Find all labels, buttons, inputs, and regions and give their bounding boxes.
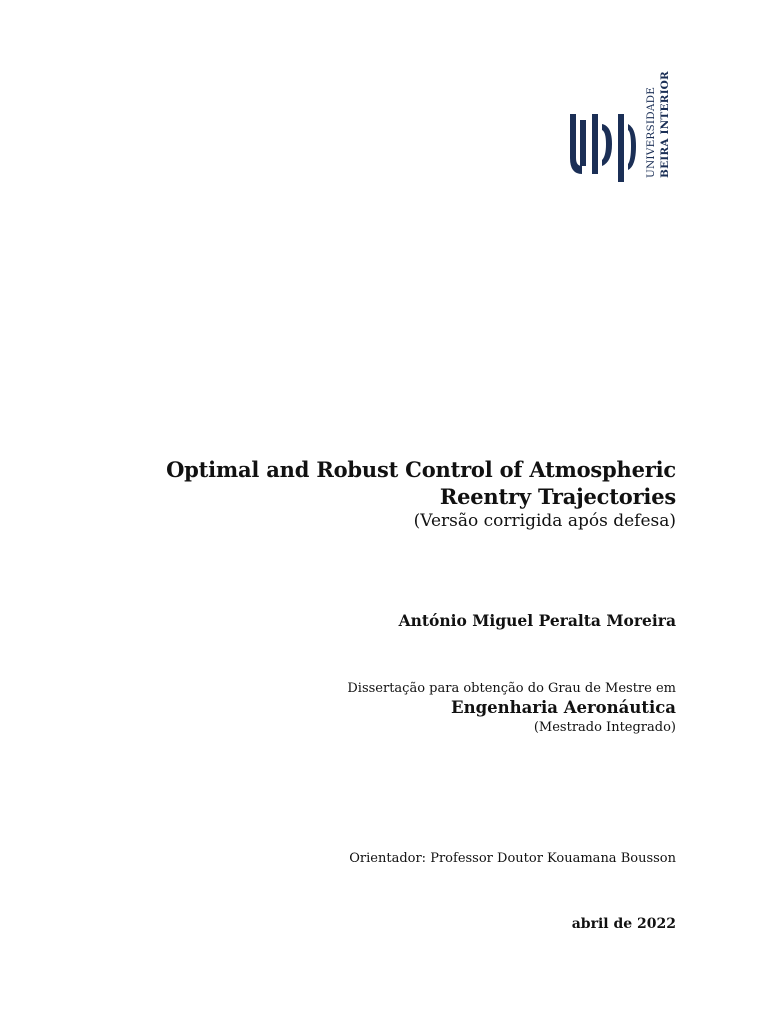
degree-name: Engenharia Aeronáutica [451,698,676,717]
advisor [349,851,676,866]
advisor-label: Orientador: [349,851,427,866]
dissertation-purpose: Dissertação para obtenção do Grau de Mestre em [347,681,676,696]
thesis-title-line1: Optimal and Robust Control of Atmospheric [166,457,676,482]
ubi-logo-mark-icon [566,114,646,182]
program-type: (Mestrado Integrado) [533,720,676,735]
thesis-title [166,456,676,510]
advisor-name: Professor Doutor Kouamana Bousson [430,851,676,866]
university-name [644,71,676,178]
version-note: (Versão corrigida após defesa) [413,511,676,531]
university-name-line2: BEIRA INTERIOR [659,71,671,178]
author-name: António Miguel Peralta Moreira [398,611,676,630]
university-name-line1: UNIVERSIDADE [645,86,657,178]
submission-date: abril de 2022 [571,916,676,932]
thesis-title-line2: Reentry Trajectories [439,484,676,509]
university-logo [566,71,686,196]
